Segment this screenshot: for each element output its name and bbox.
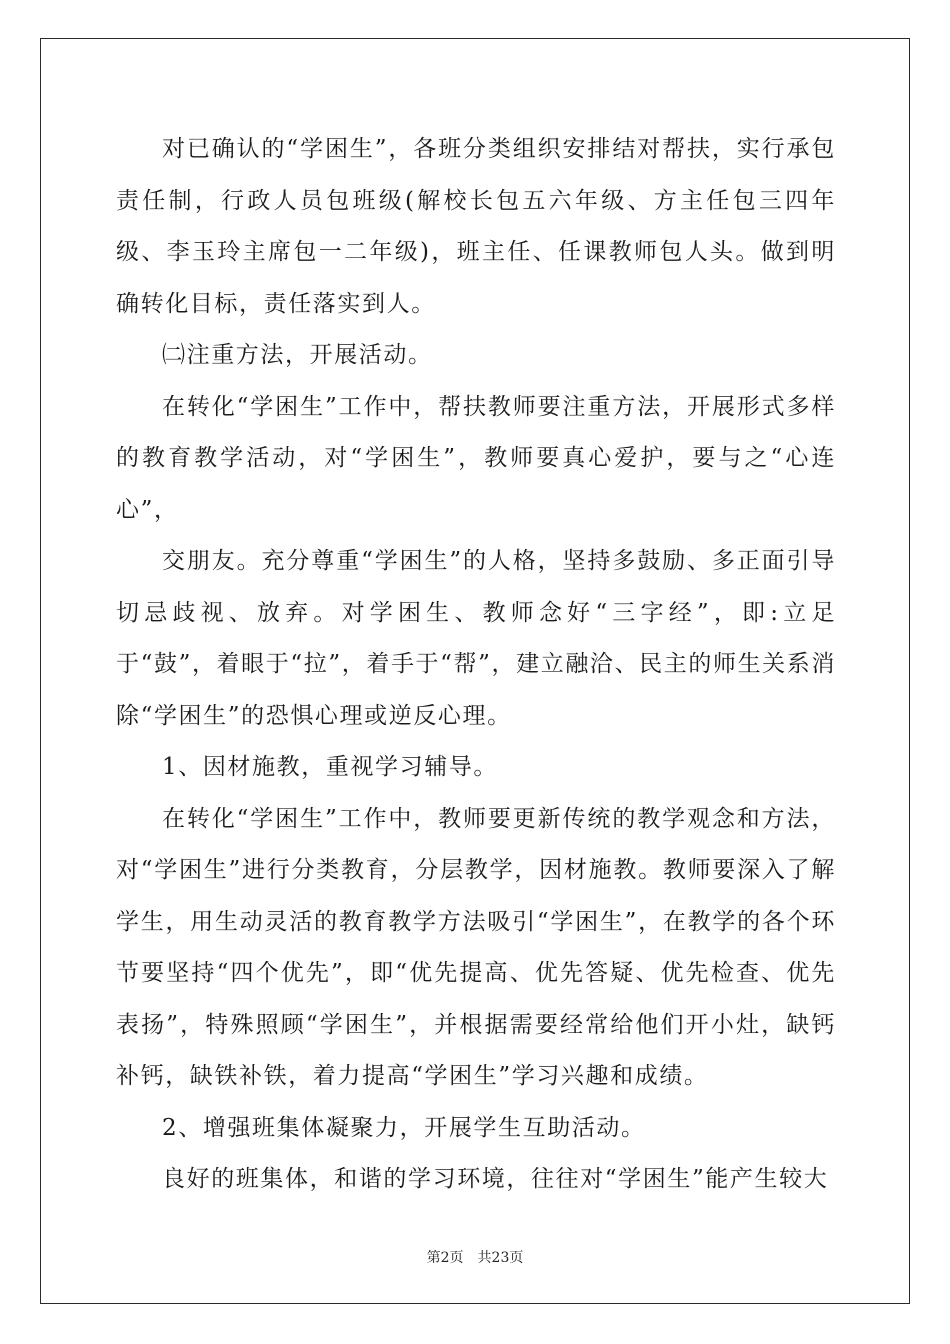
paragraph-tutoring: 在转化“学困生”工作中，教师要更新传统的教学观念和方法，对“学困生”进行分类教育，分层教学，因材施教。教师要深入了解学生，用生动灵活的教育教学方法吸引“学困生”，在教学的各个环节要坚持“四个优先”，即“优先提高、优先答疑、优先检查、优先表扬”，特殊照顾“学困生”，并根据需要经常给他们开小灶，缺钙补钙，缺铁补铁，着力提高“学困生”学习兴趣和成绩。 (116, 805, 836, 1089)
paragraph-responsibility: 对已确认的“学困生”，各班分类组织安排结对帮扶，实行承包责任制，行政人员包班级(解校长包五六年级、方主任包三四年级、李玉玲主席包一二年级)，班主任、任课教师包人头。做到明确转化目标，责任落实到人。 (116, 136, 836, 317)
paragraph-heading-methods: ㈡注重方法，开展活动。 (162, 342, 433, 368)
paragraph-heading-class-cohesion: 2、增强班集体凝聚力，开展学生互助活动。 (162, 1114, 646, 1141)
page-footer (0, 1247, 950, 1267)
document-body (116, 124, 836, 1206)
paragraph-methods: 在转化“学困生”工作中，帮扶教师要注重方法，开展形式多样的教育教学活动，对“学困生”，教师要真心爱护，要与之“心连心”， (116, 393, 836, 523)
paragraph-heading-tutoring: 1、因材施教，重视学习辅导。 (162, 754, 499, 780)
paragraph-class-cohesion: 良好的班集体，和谐的学习环境，往往对“学困生”能产生较大 (162, 1166, 829, 1192)
page-total: 共23页 (477, 1250, 524, 1266)
page-number: 第2页 (426, 1250, 464, 1266)
paragraph-friendship: 交朋友。充分尊重“学困生”的人格，坚持多鼓励、多正面引导切忌歧视、放弃。对学困生、教师念好“三字经”，即:立足于“鼓”，着眼于“拉”，着手于“帮”，建立融洽、民主的师生关系消除“学困生”的恐惧心理或逆反心理。 (116, 548, 836, 729)
